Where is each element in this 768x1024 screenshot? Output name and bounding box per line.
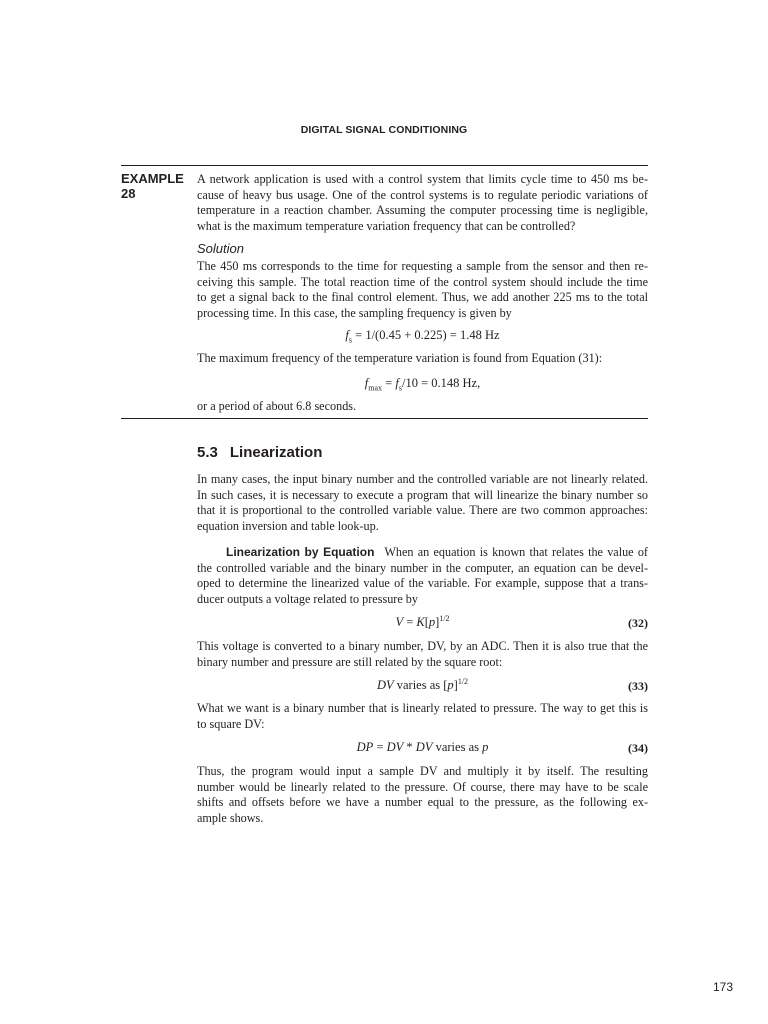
page-number: 173 (712, 980, 733, 994)
paragraph-3 (197, 701, 648, 732)
eq-symbol: f (395, 376, 399, 390)
eq-symbol: f (345, 328, 349, 342)
eq-symbol: p (482, 740, 489, 754)
eq-symbol: K (416, 615, 425, 629)
eq-symbol: DV (376, 678, 394, 692)
text-line: temperature in a reaction chamber. Assuming the computer processing time is negligible, (197, 203, 648, 217)
eq-text: varies as (432, 740, 483, 754)
section-intro (197, 472, 648, 534)
eq-bracket: ] (435, 615, 440, 629)
text-line: What we want is a binary number that is linearly related to pressure. The way to get this is (197, 701, 648, 715)
text-line: what is the maximum temperature variation frequency that can be controlled? (197, 218, 576, 233)
eq-superscript: 1/2 (457, 676, 469, 686)
equation-32 (197, 615, 648, 630)
text-line: processing time. In this case, the sampling frequency is given by (197, 305, 512, 320)
eq-equals: = (382, 376, 396, 390)
running-head: DIGITAL SIGNAL CONDITIONING (300, 124, 468, 136)
eq-symbol: f (364, 376, 369, 390)
closing-text (197, 399, 648, 415)
paragraph-2 (197, 639, 648, 670)
eq-text: varies as [ (393, 678, 448, 692)
paragraph-4 (197, 764, 648, 826)
eq-symbol: DV (386, 740, 404, 754)
example-number: 28 (121, 186, 136, 201)
eq-op: = (403, 615, 417, 629)
eq-op: = (373, 740, 387, 754)
mid-text (197, 351, 648, 367)
text-line: ceiving this sample. The total reaction time of the control system should include the time (197, 274, 648, 289)
text-line: A network application is used with a control system that limits cycle time to 450 ms be- (197, 172, 648, 186)
equation-fmax (197, 376, 648, 391)
eq-superscript: 1/2 (439, 613, 450, 623)
text-line: to square DV: (197, 716, 265, 731)
solution-text (197, 259, 648, 321)
equation-number-34: (34) (628, 741, 648, 755)
eq-symbol: DP (356, 740, 374, 754)
equation-number-32: (32) (628, 616, 648, 630)
runin-first-text: When an equation is known that relates the value of (384, 545, 648, 559)
text-line: ample shows. (197, 810, 264, 825)
section-heading (197, 444, 322, 461)
example-bottom-rule (121, 418, 648, 419)
eq-symbol: DV (415, 740, 433, 754)
text-line: number would be linearly related to the pressure. Of course, there may have to be scale (197, 779, 648, 794)
text-line: binary number and pressure are still related by the square root: (197, 654, 503, 669)
example-problem (197, 172, 648, 234)
text-line: the controlled variable and the binary number in the computer, an equation can be devel- (197, 560, 648, 575)
section-title: Linearization (229, 444, 323, 461)
text-line: equation inversion and table look-up. (197, 518, 379, 533)
text-line: that it is proportional to the controlled variable value. There are two common approaches: (197, 503, 648, 517)
eq-op: * (403, 740, 416, 754)
text-line: The maximum frequency of the temperature variation is found from Equation (31): (197, 351, 603, 365)
eq-bracket: [ (424, 615, 429, 629)
text-line: In many cases, the input binary number and the controlled variable are not linearly related. (197, 472, 648, 486)
solution-heading: Solution (197, 241, 244, 256)
eq-bracket: ] (453, 678, 458, 692)
eq-symbol: p (447, 678, 454, 692)
text-line: ducer outputs a voltage related to pressure by (197, 591, 418, 606)
text-line (197, 545, 648, 561)
text-line: The 450 ms corresponds to the time for requesting a sample from the sensor and then re- (197, 259, 648, 273)
eq-symbol: p (428, 615, 436, 629)
equation-33 (197, 678, 648, 693)
eq-subscript: s (398, 383, 402, 393)
text-line: Thus, the program would input a sample DV and multiply it by itself. The resulting (197, 764, 648, 778)
eq-rhs: /10 = 0.148 Hz, (401, 376, 481, 390)
equation-fs (197, 328, 648, 343)
example-label (121, 171, 184, 201)
text-line: This voltage is converted to a binary number, DV, by an ADC. Then it is also true that the (197, 639, 648, 653)
eq-subscript: s (348, 335, 353, 345)
example-top-rule (121, 165, 648, 166)
text-line: cause of heavy bus usage. One of the control systems is to regulate periodic variations of (197, 187, 648, 202)
text-line: shifts and offsets before we have a number equal to the pressure, as the following ex- (197, 795, 648, 809)
text-line: In such cases, it is necessary to execute a program that will linearize the binary number so (197, 487, 648, 502)
example-word: EXAMPLE (121, 171, 184, 186)
text-line: or a period of about 6.8 seconds. (197, 399, 357, 413)
runin-heading: Linearization by Equation (226, 545, 375, 559)
equation-34 (197, 740, 648, 755)
equation-number-33: (33) (628, 679, 648, 693)
eq-symbol: V (395, 615, 404, 629)
eq-subscript: max (368, 383, 383, 393)
eq-rhs: = 1/(0.45 + 0.225) = 1.48 Hz (352, 328, 500, 342)
text-line: to get a signal back to the final control element. Thus, we add another 225 ms to the total (197, 290, 648, 304)
section-number: 5.3 (197, 444, 218, 461)
text-line: oped to determine the linearized value of the variable. For example, suppose that a trans- (197, 576, 648, 590)
runin-paragraph (197, 545, 648, 607)
